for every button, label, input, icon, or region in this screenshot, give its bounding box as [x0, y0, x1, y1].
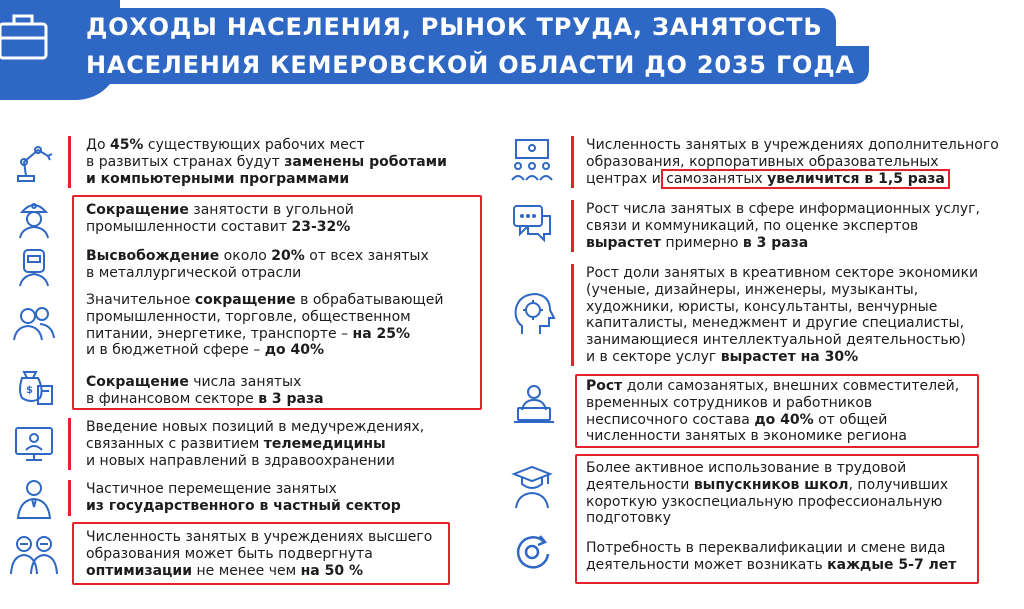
left-item-8 [86, 529, 432, 579]
page-title-line-2: НАСЕЛЕНИЯ КЕМЕРОВСКОЙ ОБЛАСТИ ДО 2035 ГОДА [70, 46, 869, 84]
right-item-5 [586, 460, 948, 527]
left-item-7 [86, 481, 401, 515]
svg-text:$: $ [26, 385, 33, 396]
text-line: Рост доли самозанятых, внешних совместителей, [586, 378, 960, 394]
text-line: связанных с развитием телемедицины [86, 435, 386, 452]
page-title-line-1: ДОХОДЫ НАСЕЛЕНИЯ, РЫНОК ТРУДА, ЗАНЯТОСТЬ [70, 8, 836, 46]
right-item-4 [586, 378, 959, 445]
left-item-5 [86, 374, 324, 408]
text-line: Численность занятых в учреждениях дополнительного [586, 137, 999, 153]
robot-arm-icon [12, 140, 56, 184]
text-line: образования, корпоративных образовательных [586, 153, 939, 170]
left-item-2 [86, 202, 354, 236]
text-line: в развитых странах будут заменены роботами [86, 153, 447, 170]
text-line: связи и коммуникаций, по оценке экспертов [586, 217, 919, 234]
text-line: Рост числа занятых в сфере информационных услуг, [586, 201, 980, 217]
right-item-1 [586, 137, 999, 187]
right-item-6 [586, 540, 956, 574]
text-line: Частичное перемещение занятых [86, 481, 337, 497]
text-line: Численность занятых в учреждениях высшего [86, 529, 433, 545]
left-item-1 [86, 137, 447, 187]
text-line: численности занятых в экономике региона [586, 428, 908, 445]
text-line: и в бюджетной сфере – до 40% [86, 342, 324, 359]
telemedicine-icon [12, 420, 56, 464]
text-line: центрах и самозанятых увеличится в 1,5 раза [586, 171, 999, 188]
text-line: короткую узкоспециальную профессиональную [586, 493, 943, 510]
text-line: из государственного в частный сектор [86, 497, 401, 514]
right-item-2 [586, 201, 980, 251]
briefcase-icon [0, 2, 52, 72]
text-line: Более активное использование в трудовой [586, 460, 907, 476]
left-item-6 [86, 419, 424, 469]
official-icon [12, 476, 56, 520]
text-line: Значительное сокращение в обрабатывающей [86, 292, 444, 308]
text-line: подготовку [586, 510, 672, 527]
miner-icon [12, 196, 56, 240]
text-line: Введение новых позиций в медучреждениях, [86, 419, 425, 435]
text-line: До 45% существующих рабочих мест [86, 137, 365, 153]
text-line: питании, энергетике, транспорте – на 25% [86, 325, 411, 342]
text-line: художники, юристы, консультанты, венчурные [586, 298, 938, 315]
text-line: деятельности может возникать каждые 5-7 лет [586, 556, 957, 573]
money-calculator-icon [12, 364, 56, 408]
text-line: Сокращение занятости в угольной [86, 202, 354, 218]
text-line: вырастет примерно в 3 раза [586, 234, 809, 251]
text-line: Сокращение числа занятых [86, 374, 302, 390]
highlight-inline-box: самозанятых увеличится в 1,5 раза [661, 169, 950, 189]
professors-icon [8, 530, 60, 578]
text-line: и компьютерными программами [86, 170, 350, 187]
laptop-user-icon [510, 380, 558, 428]
left-item-3 [86, 248, 429, 282]
classroom-icon [508, 136, 556, 184]
text-line: капиталисты, менеджмент и другие специалисты, [586, 315, 965, 332]
text-line: в металлургической отрасли [86, 264, 302, 281]
left-item-4 [86, 292, 443, 359]
text-line: (ученые, дизайнеры, инженеры, музыканты, [586, 281, 919, 298]
text-line: образования может быть подвергнута [86, 545, 373, 562]
chat-icon [510, 200, 554, 244]
creative-head-icon [508, 290, 556, 338]
retraining-cycle-icon [510, 530, 554, 574]
text-line: и новых направлений в здравоохранении [86, 452, 395, 469]
text-line: Рост доли занятых в креативном секторе экономики [586, 265, 979, 281]
text-line: Высвобождение около 20% от всех занятых [86, 248, 429, 264]
text-line: временных сотрудников и работников [586, 394, 873, 411]
text-line: занимающиеся интеллектуальной деятельностью) [586, 332, 966, 349]
text-line: промышленности составит 23-32% [86, 218, 351, 235]
text-line: промышленности, торговле, общественном [86, 308, 411, 325]
text-line: оптимизации не менее чем на 50 % [86, 562, 364, 579]
welder-icon [12, 244, 56, 288]
graduate-icon [508, 462, 556, 510]
text-line: деятельности выпускников школ, получивших [586, 476, 949, 493]
text-line: и в секторе услуг вырастет на 30% [586, 348, 859, 365]
text-line: несписочного состава до 40% от общей [586, 411, 888, 428]
people-icon [10, 300, 58, 348]
text-line: Потребность в переквалификации и смене вида [586, 540, 946, 556]
text-line: в финансовом секторе в 3 раза [86, 390, 324, 407]
right-item-3 [586, 265, 978, 366]
